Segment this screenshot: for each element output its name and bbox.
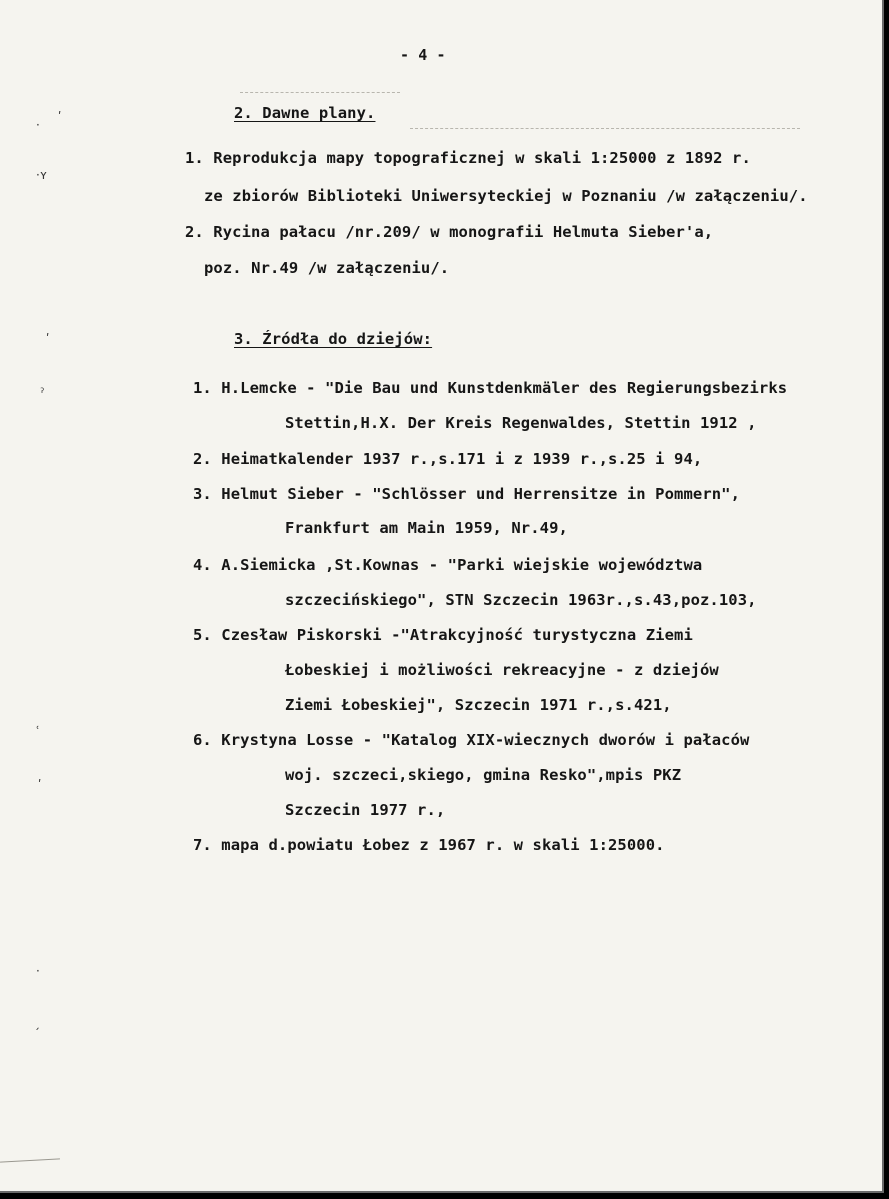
list-item: 5. Czesław Piskorski -"Atrakcyjność turystyczna Ziemi: [193, 626, 693, 644]
list-item: 6. Krystyna Losse - "Katalog XIX-wiecznych dworów i pałaców: [193, 731, 750, 749]
section-heading-sources: 3. Źródła do dziejów:: [234, 330, 433, 348]
faint-rule: [240, 92, 400, 93]
margin-speck: ·: [36, 118, 40, 132]
page-number: - 4 -: [400, 46, 446, 64]
list-item: 3. Helmut Sieber - "Schlösser und Herrensitze in Pommern",: [193, 485, 741, 503]
margin-speck: ʹ: [38, 778, 42, 792]
list-item: Frankfurt am Main 1959, Nr.49,: [285, 519, 568, 537]
margin-speck: ·: [36, 964, 40, 978]
list-item: 2. Heimatkalender 1937 r.,s.171 i z 1939 r.,s.25 i 94,: [193, 450, 703, 468]
list-item: poz. Nr.49 /w załączeniu/.: [204, 259, 450, 277]
margin-speck: ʿ: [36, 724, 40, 738]
margin-speck: ʹ: [58, 110, 62, 124]
scratch-mark: [0, 1158, 60, 1162]
list-item: szczecińskiego", STN Szczecin 1963r.,s.43,poz.103,: [285, 591, 757, 609]
section-heading-plans: 2. Dawne plany.: [234, 104, 376, 122]
list-item: woj. szczeci,skiego, gmina Resko",mpis PKZ: [285, 766, 682, 784]
list-item: Ziemi Łobeskiej", Szczecin 1971 r.,s.421,: [285, 696, 672, 714]
list-item: Szczecin 1977 r.,: [285, 801, 446, 819]
list-item: 4. A.Siemicka ,St.Kownas - "Parki wiejskie województwa: [193, 556, 703, 574]
margin-speck: ˀ: [40, 386, 45, 400]
list-item: 7. mapa d.powiatu Łobez z 1967 r. w skali 1:25000.: [193, 836, 665, 854]
margin-speck: ˏ: [34, 1016, 40, 1030]
list-item: Łobeskiej i możliwości rekreacyjne - z dziejów: [285, 661, 719, 679]
faint-rule: [410, 128, 800, 129]
list-item: ze zbiorów Biblioteki Uniwersyteckiej w Poznaniu /w załączeniu/.: [204, 187, 808, 205]
list-item: 1. H.Lemcke - "Die Bau und Kunstdenkmäler des Regierungsbezirks: [193, 379, 788, 397]
list-item: Stettin,H.X. Der Kreis Regenwaldes, Stettin 1912 ,: [285, 414, 757, 432]
margin-speck: ·ʏ: [36, 168, 48, 182]
list-item: 2. Rycina pałacu /nr.209/ w monografii Helmuta Sieber'a,: [185, 223, 714, 241]
margin-speck: ʹ: [46, 332, 50, 346]
list-item: 1. Reprodukcja mapy topograficznej w skali 1:25000 z 1892 r.: [185, 149, 751, 167]
